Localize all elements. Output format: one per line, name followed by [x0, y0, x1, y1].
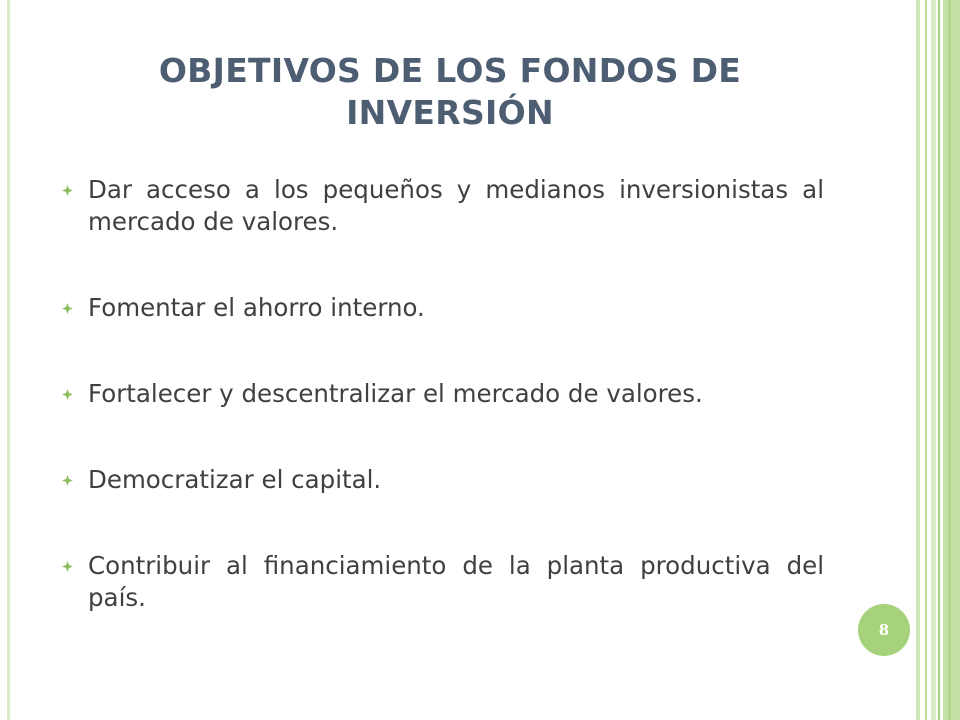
bullet-item: [62, 292, 824, 324]
bullet-text: Dar acceso a los pequeños y medianos inversionistas al mercado de valores.: [88, 175, 824, 236]
left-border-line: [7, 0, 10, 720]
bullet-text: Fomentar el ahorro interno.: [88, 293, 425, 322]
diamond-cross-bullet-icon: [62, 303, 73, 314]
diamond-cross-bullet-icon: [62, 185, 73, 196]
bullet-item: [62, 174, 824, 238]
diamond-cross-bullet-icon: [62, 389, 73, 400]
bullet-text: Contribuir al financiamiento de la planta productiva del país.: [88, 551, 824, 612]
right-decorative-stripes: [916, 0, 960, 720]
bullet-item: [62, 550, 824, 614]
bullet-text: Democratizar el capital.: [88, 465, 382, 494]
slide-title: OBJETIVOS DE LOS FONDOS DE INVERSIÓN: [158, 51, 742, 132]
bullet-item: [62, 378, 824, 410]
bullet-item: [62, 464, 824, 496]
bullet-list: [62, 174, 824, 614]
page-number-badge: 8: [858, 604, 910, 656]
diamond-cross-bullet-icon: [62, 561, 73, 572]
diamond-cross-bullet-icon: [62, 475, 73, 486]
bullet-text: Fortalecer y descentralizar el mercado de valores.: [88, 379, 703, 408]
